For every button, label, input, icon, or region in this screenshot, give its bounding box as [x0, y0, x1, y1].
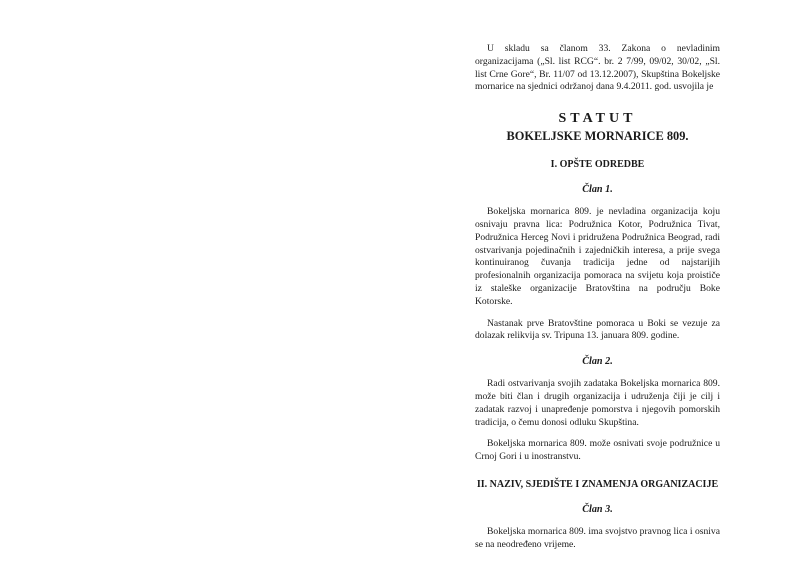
article-1-paragraph-1: Bokeljska mornarica 809. je nevladina organizacija koju osnivaju pravna lica: Podružnica Kotor, Podružnica Tivat, Podružnica Herceg Novi i pridružena Podružnica Beograd, radi ostvarivanja pojedinačnih i zajedničkih interesa, a prije svega kontinuiranog čuvanja tradicija jedne od najstarijih profesionalnih organizacija pomoraca na svijetu koja proističe iz staleške organizacije Bratovština na području Boke Kotorske.	[475, 206, 720, 307]
article-2-paragraph-1: Radi ostvarivanja svojih zadataka Bokeljska mornarica 809. može biti član i drugih organizacija i udruženja čiji je cilj i zadatak razvoj i unapređenje pomorstva i njegovih pomorskih tradicija, o čemu donosi odluku Skupština.	[475, 378, 720, 428]
section-heading-general: I. OPŠTE ODREDBE	[550, 159, 645, 171]
section-heading-name-seat: II. NAZIV, SJEDIŠTE I ZNAMENJA ORGANIZACIJE	[476, 478, 719, 490]
document-subtitle: BOKELJSKE MORNARICE 809.	[506, 129, 689, 144]
article-label-3: Član 3.	[582, 503, 613, 515]
article-3-paragraph-1: Bokeljska mornarica 809. ima svojstvo pravnog lica i osniva se na neodređeno vrijeme.	[475, 525, 720, 550]
article-2-paragraph-2: Bokeljska mornarica 809. može osnivati svoje podružnice u Crnoj Gori i u inostranstvu.	[475, 438, 720, 463]
text-column	[475, 43, 720, 552]
article-label-2: Član 2.	[582, 356, 613, 368]
document-title: STATUT	[558, 111, 637, 127]
article-1-paragraph-2: Nastanak prve Bratovštine pomoraca u Boki se vezuje za dolazak relikvija sv. Tripuna 13. januara 809. godine.	[475, 317, 720, 342]
article-label-1: Član 1.	[582, 184, 613, 196]
intro-paragraph: U skladu sa članom 33. Zakona o nevladinim organizacijama („Sl. list RCG“. br. 2 7/99, 09/02, 30/02, „Sl. list Crne Gore“, Br. 11/07 od 13.12.2007), Skupština Bokeljske mornarice na sjednici održanoj dana 9.4.2011. god. usvojila je	[475, 43, 720, 93]
